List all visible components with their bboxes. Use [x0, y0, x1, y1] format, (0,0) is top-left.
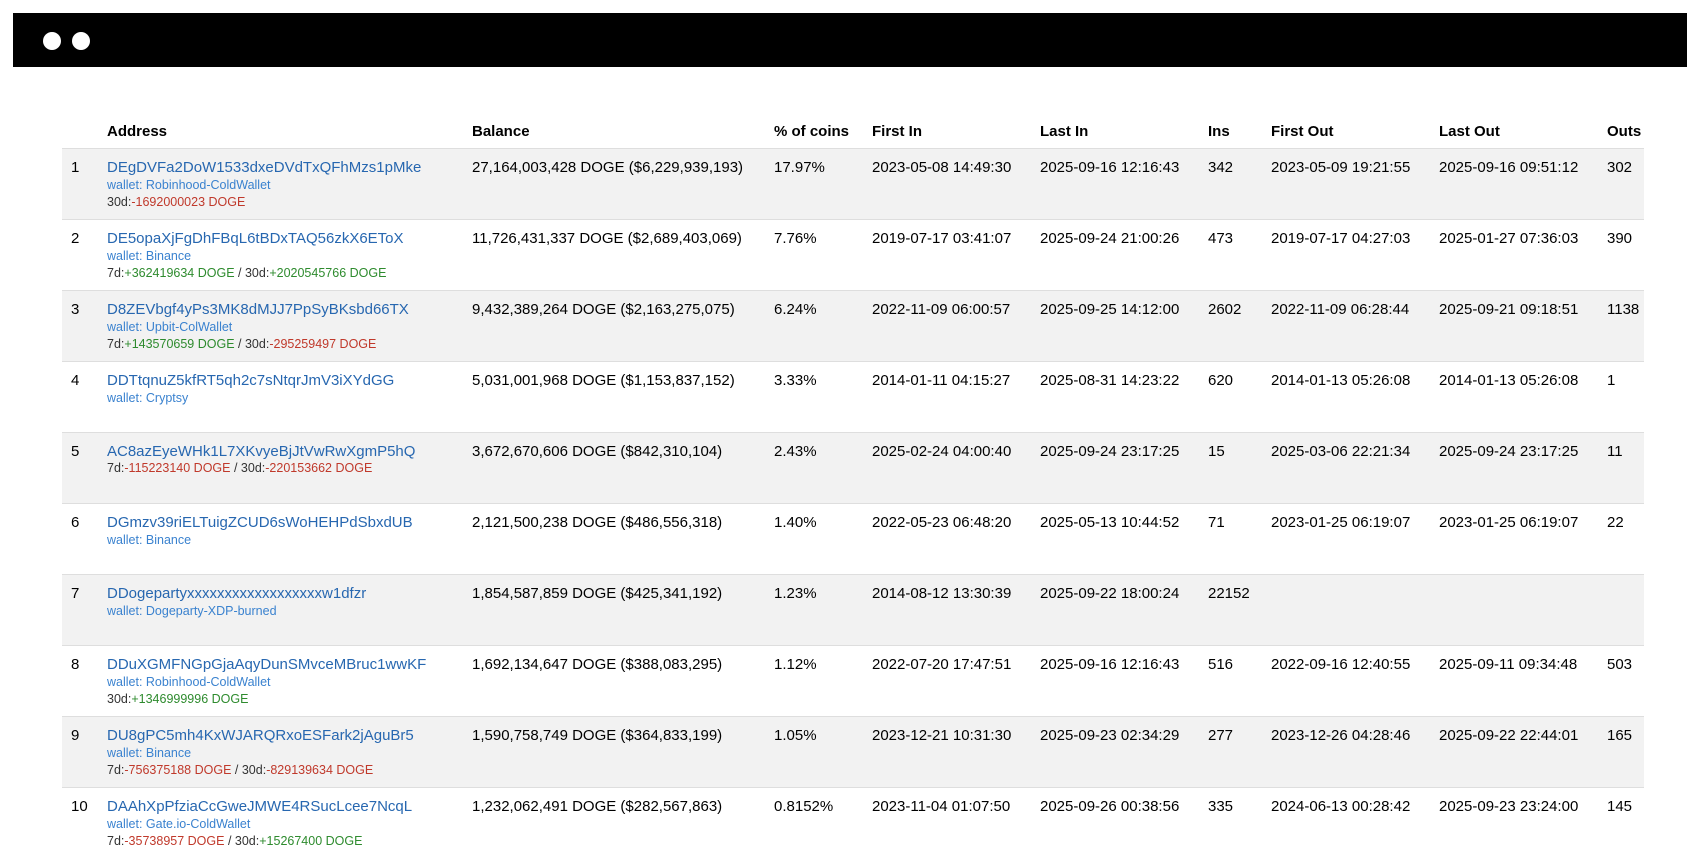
last-out-cell: 2023-01-25 06:19:07	[1439, 514, 1579, 531]
change-30d-label: 30d:	[244, 337, 270, 351]
last-out-cell: 2025-09-24 23:17:25	[1439, 443, 1579, 460]
first-out-cell: 2025-03-06 22:21:34	[1271, 443, 1411, 460]
change-30d-value: -295259497	[269, 337, 337, 351]
change-7d-value: -115223140	[124, 461, 191, 475]
balance-cell: 3,672,670,606 DOGE ($842,310,104)	[472, 443, 723, 460]
balance-cell: 1,232,062,491 DOGE ($282,567,863)	[472, 798, 723, 815]
rich-list-table	[62, 112, 1644, 859]
table-row	[62, 220, 1644, 291]
change-line	[107, 460, 472, 477]
table-row	[62, 149, 1644, 220]
change-30d-label: 30d:	[240, 461, 266, 475]
change-30d-unit: DOGE	[332, 763, 374, 777]
outs-cell: 22	[1607, 514, 1624, 531]
last-out-cell: 2025-09-11 09:34:48	[1439, 656, 1578, 673]
first-in-cell: 2019-07-17 03:41:07	[872, 230, 1012, 247]
table-row	[62, 788, 1644, 859]
balance-cell: 27,164,003,428 DOGE ($6,229,939,193)	[472, 159, 744, 176]
change-separator: /	[231, 763, 242, 777]
change-separator: /	[234, 266, 245, 280]
balance-cell: 1,692,134,647 DOGE ($388,083,295)	[472, 656, 723, 673]
last-in-cell: 2025-09-25 14:12:00	[1040, 301, 1180, 318]
address-link[interactable]: D8ZEVbgf4yPs3MK8dMJJ7PpSyBKsbd66TX	[107, 301, 409, 318]
col-last-out: Last Out	[1439, 123, 1500, 140]
change-30d-unit: DOGE	[322, 834, 363, 848]
change-7d-unit: DOGE	[194, 337, 235, 351]
last-out-cell: 2025-01-27 07:36:03	[1439, 230, 1579, 247]
first-in-cell: 2022-11-09 06:00:57	[872, 301, 1011, 318]
col-last-in: Last In	[1040, 123, 1089, 140]
ins-cell: 22152	[1208, 585, 1250, 602]
change-7d-value: -756375188	[124, 763, 192, 777]
percent-cell: 17.97%	[774, 159, 825, 176]
last-in-cell: 2025-05-13 10:44:52	[1040, 514, 1180, 531]
change-30d-value: -829139634	[266, 763, 333, 777]
change-30d-value: +15267400	[259, 834, 323, 848]
col-first-in: First In	[872, 123, 923, 140]
table-row	[62, 362, 1644, 433]
percent-cell: 2.43%	[774, 443, 817, 460]
first-in-cell: 2023-11-04 01:07:50	[872, 798, 1011, 815]
last-out-cell: 2025-09-21 09:18:51	[1439, 301, 1579, 318]
col-rank	[62, 112, 107, 149]
table-header-row	[62, 112, 1644, 149]
first-out-cell: 2014-01-13 05:26:08	[1271, 372, 1411, 389]
last-in-cell: 2025-09-16 12:16:43	[1040, 656, 1180, 673]
change-30d-value: -1692000023	[131, 195, 206, 209]
change-7d-label: 7d:	[107, 337, 125, 351]
outs-cell: 1	[1607, 372, 1616, 389]
address-link[interactable]: DDogepartyxxxxxxxxxxxxxxxxxxw1dfzr	[107, 585, 367, 602]
change-separator: /	[234, 337, 245, 351]
first-in-cell: 2022-05-23 06:48:20	[872, 514, 1012, 531]
change-30d-unit: DOGE	[332, 461, 373, 475]
wallet-label[interactable]: wallet: Robinhood-ColdWallet	[107, 675, 271, 689]
address-cell	[107, 220, 472, 291]
rank-cell: 6	[71, 514, 80, 531]
outs-cell: 503	[1607, 656, 1633, 673]
change-line	[107, 762, 472, 779]
ins-cell: 335	[1208, 798, 1234, 815]
balance-cell: 1,854,587,859 DOGE ($425,341,192)	[472, 585, 723, 602]
change-line	[107, 265, 472, 282]
address-link[interactable]: DGmzv39riELTuigZCUD6sWoHEHPdSbxdUB	[107, 514, 413, 531]
table-row	[62, 291, 1644, 362]
window-titlebar	[13, 13, 1687, 67]
first-out-cell: 2022-11-09 06:28:44	[1271, 301, 1410, 318]
rank-cell: 9	[71, 727, 80, 744]
percent-cell: 3.33%	[774, 372, 817, 389]
ins-cell: 2602	[1208, 301, 1242, 318]
balance-cell: 1,590,758,749 DOGE ($364,833,199)	[472, 727, 723, 744]
change-30d-label: 30d:	[244, 266, 270, 280]
col-outs: Outs	[1607, 123, 1642, 140]
percent-cell: 0.8152%	[774, 798, 834, 815]
rank-cell: 3	[71, 301, 80, 318]
table-row	[62, 504, 1644, 575]
address-cell	[107, 788, 472, 859]
change-line	[107, 336, 472, 353]
rank-cell: 4	[71, 372, 80, 389]
ins-cell: 71	[1208, 514, 1225, 531]
window-control-dot[interactable]	[43, 32, 61, 50]
ins-cell: 277	[1208, 727, 1234, 744]
address-cell	[107, 717, 472, 788]
change-7d-unit: DOGE	[191, 763, 232, 777]
balance-cell: 11,726,431,337 DOGE ($2,689,403,069)	[472, 230, 742, 247]
change-7d-unit: DOGE	[194, 266, 235, 280]
wallet-label[interactable]: wallet: Gate.io-ColdWallet	[107, 817, 251, 831]
col-address: Address	[107, 123, 168, 140]
ins-cell: 516	[1208, 656, 1234, 673]
first-in-cell: 2025-02-24 04:00:40	[872, 443, 1012, 460]
wallet-label[interactable]: wallet: Binance	[107, 249, 192, 263]
rank-cell: 8	[71, 656, 80, 673]
last-out-cell: 2025-09-16 09:51:12	[1439, 159, 1579, 176]
change-30d-label: 30d:	[107, 692, 132, 706]
rank-cell: 5	[71, 443, 80, 460]
change-30d-unit: DOGE	[336, 337, 377, 351]
table-row	[62, 433, 1644, 504]
address-cell	[107, 575, 472, 646]
table-row	[62, 717, 1644, 788]
change-7d-label: 7d:	[107, 763, 125, 777]
change-30d-label: 30d:	[107, 195, 132, 209]
outs-cell: 165	[1607, 727, 1633, 744]
percent-cell: 1.40%	[774, 514, 817, 531]
first-out-cell: 2023-01-25 06:19:07	[1271, 514, 1411, 531]
outs-cell: 302	[1607, 159, 1633, 176]
col-balance: Balance	[472, 123, 530, 140]
first-in-cell: 2023-12-21 10:31:30	[872, 727, 1012, 744]
change-7d-value: +362419634	[124, 266, 195, 280]
percent-cell: 1.12%	[774, 656, 817, 673]
change-7d-value: +143570659	[124, 337, 195, 351]
change-line	[107, 833, 472, 850]
balance-cell: 5,031,001,968 DOGE ($1,153,837,152)	[472, 372, 735, 389]
ins-cell: 473	[1208, 230, 1234, 247]
col-first-out: First Out	[1271, 123, 1334, 140]
change-line	[107, 194, 472, 211]
change-30d-unit: DOGE	[346, 266, 387, 280]
first-in-cell: 2023-05-08 14:49:30	[872, 159, 1012, 176]
address-link[interactable]: DAAhXpPfziaCcGweJMWE4RSucLcee7NcqL	[107, 798, 413, 815]
last-in-cell: 2025-09-24 23:17:25	[1040, 443, 1180, 460]
percent-cell: 1.23%	[774, 585, 817, 602]
col-percent: % of coins	[774, 123, 850, 140]
rank-cell: 10	[71, 798, 88, 815]
first-out-cell: 2024-06-13 00:28:42	[1271, 798, 1411, 815]
change-7d-value: -35738957	[124, 834, 185, 848]
first-out-cell: 2019-07-17 04:27:03	[1271, 230, 1411, 247]
first-out-cell: 2023-12-26 04:28:46	[1271, 727, 1411, 744]
change-separator: /	[224, 834, 235, 848]
balance-cell: 9,432,389,264 DOGE ($2,163,275,075)	[472, 301, 735, 318]
window-control-dot[interactable]	[72, 32, 90, 50]
address-link[interactable]: DE5opaXjFgDhFBqL6tBDxTAQ56zkX6EToX	[107, 230, 404, 247]
first-out-cell: 2023-05-09 19:21:55	[1271, 159, 1411, 176]
percent-cell: 1.05%	[774, 727, 817, 744]
change-7d-label: 7d:	[107, 461, 125, 475]
address-cell	[107, 291, 472, 362]
address-cell	[107, 504, 472, 575]
address-cell	[107, 646, 472, 717]
last-in-cell: 2025-09-24 21:00:26	[1040, 230, 1180, 247]
change-30d-unit: DOGE	[205, 195, 246, 209]
change-7d-label: 7d:	[107, 266, 125, 280]
outs-cell: 145	[1607, 798, 1633, 815]
wallet-label[interactable]: wallet: Upbit-ColWallet	[107, 320, 233, 334]
change-7d-unit: DOGE	[184, 834, 225, 848]
last-out-cell: 2014-01-13 05:26:08	[1439, 372, 1579, 389]
rank-cell: 2	[71, 230, 80, 247]
ins-cell: 15	[1208, 443, 1225, 460]
last-out-cell	[1439, 575, 1607, 646]
first-in-cell: 2014-08-12 13:30:39	[872, 585, 1012, 602]
ins-cell: 620	[1208, 372, 1234, 389]
address-cell	[107, 149, 472, 220]
first-out-cell	[1271, 575, 1439, 646]
change-30d-label: 30d:	[234, 834, 260, 848]
last-in-cell: 2025-09-22 18:00:24	[1040, 585, 1180, 602]
change-separator: /	[230, 461, 241, 475]
last-out-cell: 2025-09-22 22:44:01	[1439, 727, 1579, 744]
last-in-cell: 2025-09-16 12:16:43	[1040, 159, 1180, 176]
address-link[interactable]: DDTtqnuZ5kfRT5qh2c7sNtqrJmV3iXYdGG	[107, 372, 395, 389]
rank-cell: 7	[71, 585, 80, 602]
last-out-cell: 2025-09-23 23:24:00	[1439, 798, 1579, 815]
change-30d-value: +2020545766	[269, 266, 347, 280]
first-in-cell: 2014-01-11 04:15:27	[872, 372, 1011, 389]
address-link[interactable]: DDuXGMFNGpGjaAqyDunSMvceMBruc1wwKF	[107, 656, 427, 673]
outs-cell: 11	[1607, 443, 1623, 460]
balance-cell: 2,121,500,238 DOGE ($486,556,318)	[472, 514, 723, 531]
change-line	[107, 691, 472, 708]
wallet-label[interactable]: wallet: Cryptsy	[107, 391, 189, 405]
ins-cell: 342	[1208, 159, 1234, 176]
percent-cell: 7.76%	[774, 230, 817, 247]
wallet-label[interactable]: wallet: Binance	[107, 746, 192, 760]
address-link[interactable]: AC8azEyeWHk1L7XKvyeBjJtVwRwXgmP5hQ	[107, 443, 416, 460]
last-in-cell: 2025-08-31 14:23:22	[1040, 372, 1180, 389]
change-30d-label: 30d:	[241, 763, 267, 777]
rank-cell: 1	[71, 159, 80, 176]
table-row	[62, 575, 1644, 646]
percent-cell: 6.24%	[774, 301, 817, 318]
change-30d-value: -220153662	[265, 461, 332, 475]
table-row	[62, 646, 1644, 717]
first-in-cell: 2022-07-20 17:47:51	[872, 656, 1012, 673]
col-ins: Ins	[1208, 123, 1230, 140]
change-7d-label: 7d:	[107, 834, 125, 848]
wallet-label[interactable]: wallet: Dogeparty-XDP-burned	[107, 604, 277, 618]
wallet-label[interactable]: wallet: Robinhood-ColdWallet	[107, 178, 271, 192]
last-in-cell: 2025-09-23 02:34:29	[1040, 727, 1180, 744]
outs-cell: 1138	[1607, 301, 1640, 318]
change-7d-unit: DOGE	[190, 461, 231, 475]
address-cell	[107, 362, 472, 433]
address-cell	[107, 433, 472, 504]
last-in-cell: 2025-09-26 00:38:56	[1040, 798, 1180, 815]
wallet-label[interactable]: wallet: Binance	[107, 533, 192, 547]
change-30d-unit: DOGE	[208, 692, 249, 706]
outs-cell	[1607, 575, 1644, 646]
address-link[interactable]: DEgDVFa2DoW1533dxeDVdTxQFhMzs1pMke	[107, 159, 422, 176]
outs-cell: 390	[1607, 230, 1633, 247]
first-out-cell: 2022-09-16 12:40:55	[1271, 656, 1411, 673]
change-30d-value: +1346999996	[131, 692, 209, 706]
address-link[interactable]: DU8gPC5mh4KxWJARQRxoESFark2jAguBr5	[107, 727, 414, 744]
